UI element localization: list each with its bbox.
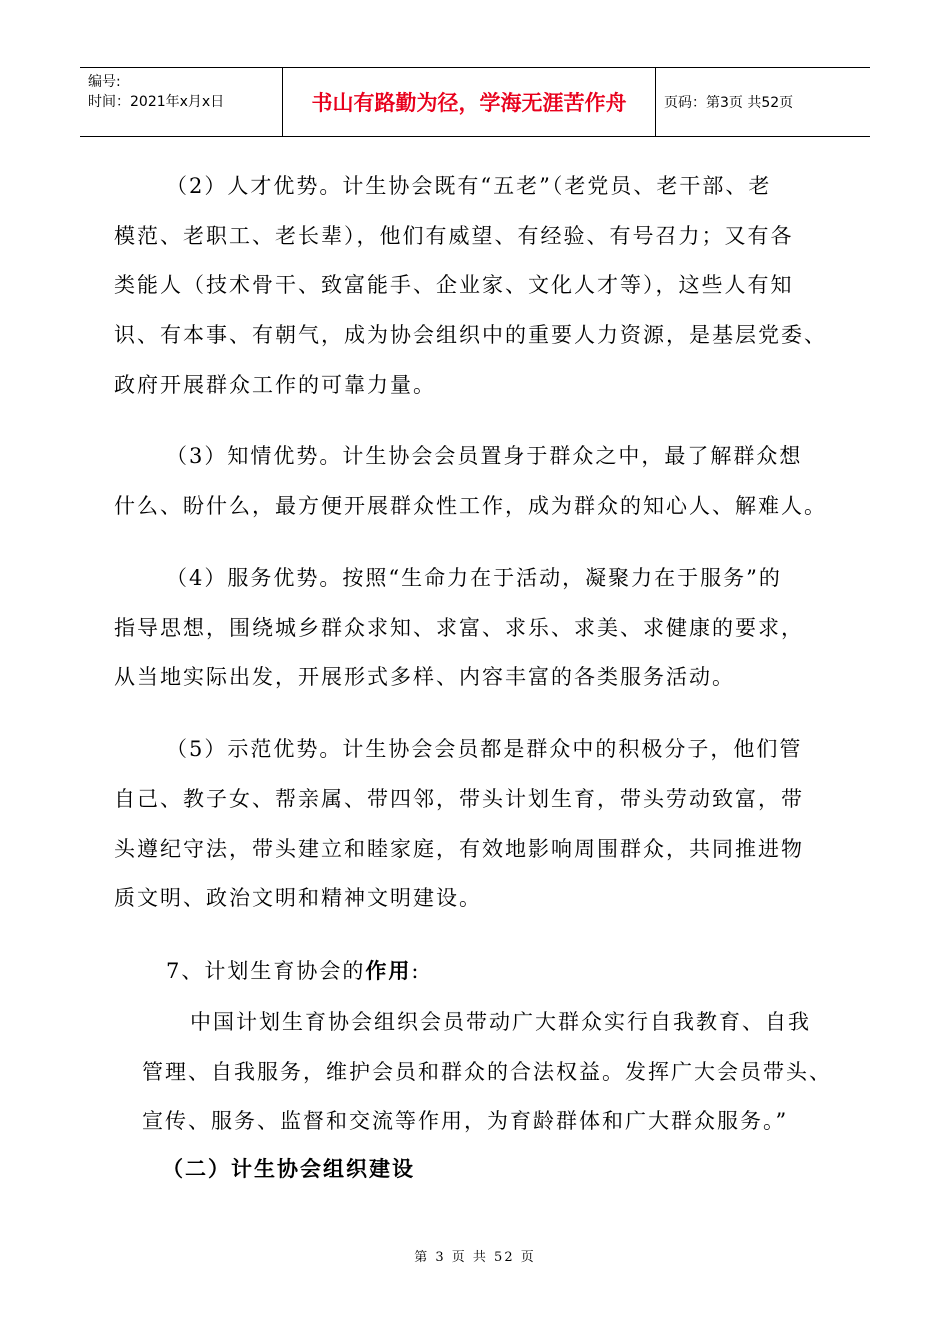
section-heading [166, 956, 420, 986]
document-time-label: 时间：2021年x月x日 [88, 94, 225, 110]
page-header [80, 67, 870, 137]
section-heading-prefix: 7、计划生育协会的 [166, 959, 366, 983]
header-page-code: 页码：第3页 共52页 [664, 95, 794, 111]
paragraph-line: 宣传、服务、监督和交流等作用，为育龄群体和广大群众服务。” [142, 1109, 789, 1133]
paragraph-line: 质文明、政治文明和精神文明建设。 [114, 886, 482, 910]
paragraph-line: （2）人才优势。计生协会既有“五老”（老党员、老干部、老 [166, 174, 772, 198]
page-footer: 第 3 页 共 52 页 [414, 1250, 536, 1265]
paragraph-line: 自己、教子女、帮亲属、带四邻，带头计划生育，带头劳动致富，带 [114, 787, 804, 811]
paragraph-line: 模范、老职工、老长辈），他们有威望、有经验、有号召力；又有各 [114, 224, 794, 248]
section-heading-bold: 作用 [365, 958, 412, 983]
paragraph-line: （3）知情优势。计生协会会员置身于群众之中，最了解群众想 [166, 444, 803, 468]
document-number-label: 编号: [88, 74, 121, 90]
paragraph-line: 头遵纪守法，带头建立和睦家庭，有效地影响周围群众，共同推进物 [114, 837, 804, 861]
paragraph-line: 中国计划生育协会组织会员带动广大群众实行自我教育、自我 [190, 1010, 811, 1034]
section-heading-suffix: : [411, 959, 421, 983]
header-motto: 书山有路勤为径，学海无涯苦作舟 [283, 68, 656, 136]
paragraph-line: 指导思想，围绕城乡群众求知、求富、求乐、求美、求健康的要求， [114, 616, 804, 640]
header-meta [80, 68, 283, 136]
paragraph-line: 什么、盼什么，最方便开展群众性工作，成为群众的知心人、解难人。 [114, 494, 827, 518]
paragraph-line: 类能人（技术骨干、致富能手、企业家、文化人才等），这些人有知 [114, 273, 794, 297]
paragraph-line: 政府开展群众工作的可靠力量。 [114, 373, 436, 397]
paragraph-line: （5）示范优势。计生协会会员都是群众中的积极分子，他们管 [166, 737, 803, 761]
paragraph-line: 识、有本事、有朝气，成为协会组织中的重要人力资源，是基层党委、 [114, 323, 827, 347]
paragraph-line: 管理、自我服务，维护会员和群众的合法权益。发挥广大会员带头、 [142, 1060, 832, 1084]
paragraph-line: （4）服务优势。按照“生命力在于活动，凝聚力在于服务”的 [166, 566, 782, 590]
subheading: （二）计生协会组织建设 [162, 1156, 415, 1181]
paragraph-line: 从当地实际出发，开展形式多样、内容丰富的各类服务活动。 [114, 665, 735, 689]
